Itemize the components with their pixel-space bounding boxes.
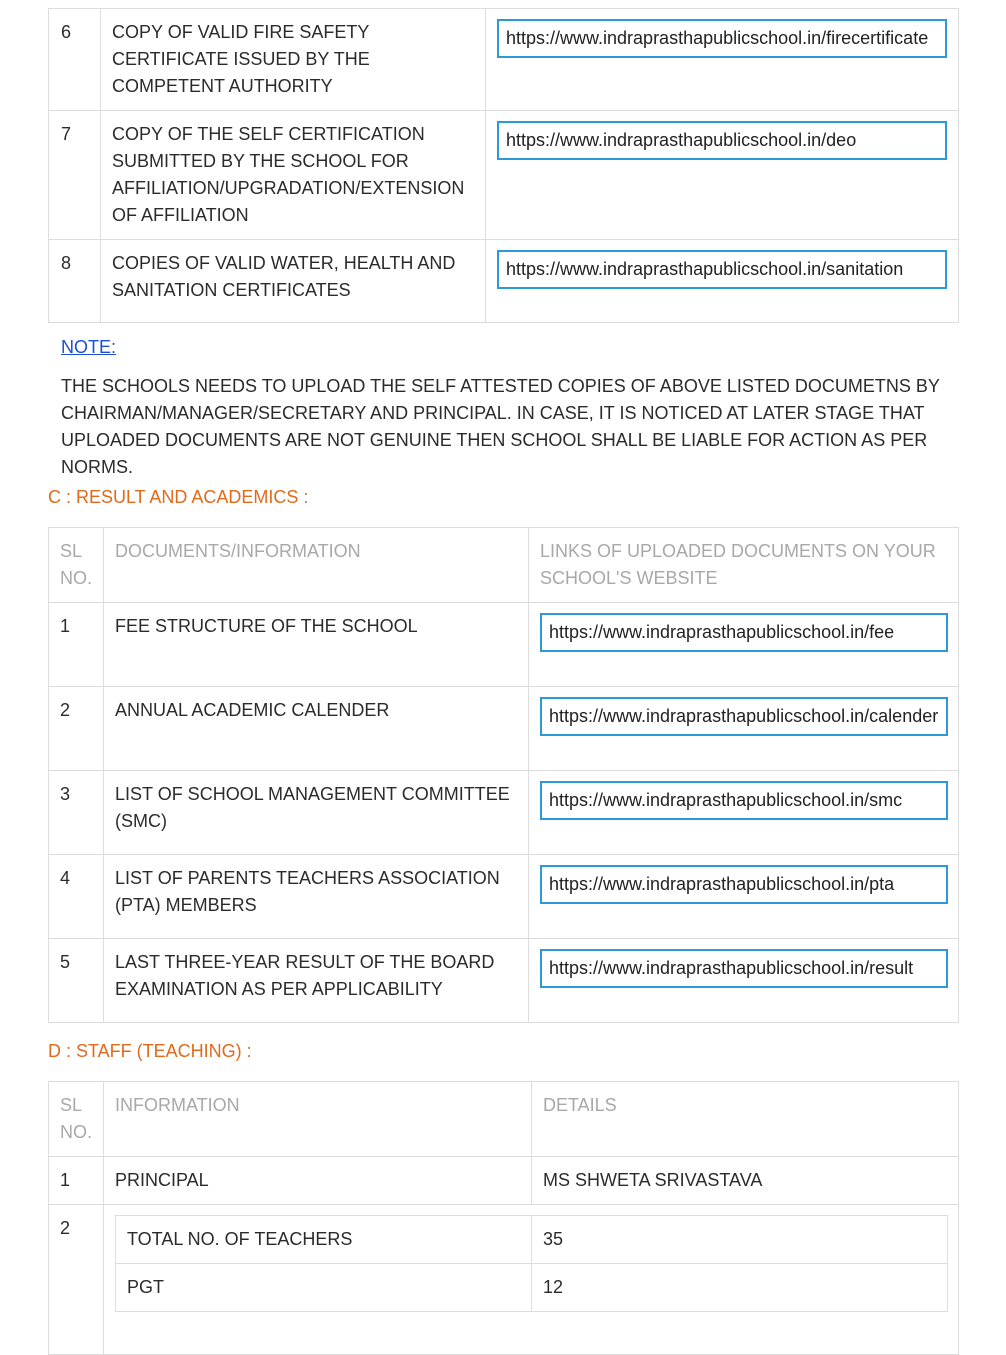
info-label: PGT	[116, 1264, 532, 1312]
document-name: COPY OF VALID FIRE SAFETY CERTIFICATE ISSUED BY THE COMPETENT AUTHORITY	[101, 9, 486, 111]
table-row	[49, 687, 959, 771]
document-name: LIST OF PARENTS TEACHERS ASSOCIATION (PTA) MEMBERS	[104, 855, 529, 939]
section-c-title: C : RESULT AND ACADEMICS :	[48, 487, 309, 507]
note-link[interactable]: NOTE:	[61, 337, 117, 357]
table-row	[49, 9, 959, 111]
note-text: THE SCHOOLS NEEDS TO UPLOAD THE SELF ATTESTED COPIES OF ABOVE LISTED DOCUMETNS BY CHAIRMAN/MANAGER/SECRETARY AND PRINCIPAL. IN CASE, IT IS NOTICED AT LATER STAGE THAT UPLOADED DOCUMENTS ARE NOT GENUINE THEN SCHOOL SHALL BE LIABLE FOR ACTION AS PER NORMS.	[61, 376, 940, 477]
document-link[interactable]: https://www.indraprasthapublicschool.in/firecertificate	[497, 19, 947, 58]
sl-number: 4	[49, 855, 104, 939]
table-row	[49, 1205, 959, 1355]
sl-number: 2	[49, 1205, 104, 1355]
sl-number: 1	[49, 603, 104, 687]
document-link[interactable]: https://www.indraprasthapublicschool.in/pta	[540, 865, 948, 904]
document-name: COPY OF THE SELF CERTIFICATION SUBMITTED BY THE SCHOOL FOR AFFILIATION/UPGRADATION/EXTENSION OF AFFILIATION	[101, 111, 486, 240]
table-row	[49, 111, 959, 240]
table-row	[49, 855, 959, 939]
document-name: LIST OF SCHOOL MANAGEMENT COMMITTEE (SMC)	[104, 771, 529, 855]
info-value: 35	[532, 1216, 948, 1264]
sl-number: 2	[49, 687, 104, 771]
document-link[interactable]: https://www.indraprasthapublicschool.in/smc	[540, 781, 948, 820]
table-row	[49, 1157, 959, 1205]
sl-number: 6	[49, 9, 101, 111]
section-d-title: D : STAFF (TEACHING) :	[48, 1041, 252, 1061]
sl-number: 8	[49, 240, 101, 323]
document-link[interactable]: https://www.indraprasthapublicschool.in/result	[540, 949, 948, 988]
table-row	[116, 1216, 948, 1264]
info-label: TOTAL NO. OF TEACHERS	[116, 1216, 532, 1264]
info-label: PRINCIPAL	[104, 1157, 532, 1205]
column-header-sl: SL NO.	[49, 1082, 104, 1157]
table-header-row	[49, 528, 959, 603]
table-row	[49, 939, 959, 1023]
document-name: LAST THREE-YEAR RESULT OF THE BOARD EXAMINATION AS PER APPLICABILITY	[104, 939, 529, 1023]
info-value: MS SHWETA SRIVASTAVA	[532, 1157, 959, 1205]
document-name: COPIES OF VALID WATER, HEALTH AND SANITATION CERTIFICATES	[101, 240, 486, 323]
documents-table-b	[48, 8, 959, 323]
teachers-subtable	[115, 1215, 948, 1312]
sl-number: 1	[49, 1157, 104, 1205]
table-row	[49, 771, 959, 855]
sl-number: 7	[49, 111, 101, 240]
info-value: 12	[532, 1264, 948, 1312]
documents-table-c	[48, 527, 959, 1023]
column-header-details: DETAILS	[532, 1082, 959, 1157]
table-row	[49, 603, 959, 687]
sl-number: 5	[49, 939, 104, 1023]
document-name: FEE STRUCTURE OF THE SCHOOL	[104, 603, 529, 687]
sl-number: 3	[49, 771, 104, 855]
column-header-sl: SL NO.	[49, 528, 104, 603]
column-header-information: INFORMATION	[104, 1082, 532, 1157]
table-row	[49, 240, 959, 323]
document-link[interactable]: https://www.indraprasthapublicschool.in/fee	[540, 613, 948, 652]
column-header-documents: DOCUMENTS/INFORMATION	[104, 528, 529, 603]
table-header-row	[49, 1082, 959, 1157]
document-name: ANNUAL ACADEMIC CALENDER	[104, 687, 529, 771]
staff-table	[48, 1081, 959, 1355]
table-row	[116, 1264, 948, 1312]
document-link[interactable]: https://www.indraprasthapublicschool.in/sanitation	[497, 250, 947, 289]
column-header-links: LINKS OF UPLOADED DOCUMENTS ON YOUR SCHOOL'S WEBSITE	[529, 528, 959, 603]
document-link[interactable]: https://www.indraprasthapublicschool.in/deo	[497, 121, 947, 160]
document-link[interactable]: https://www.indraprasthapublicschool.in/calender	[540, 697, 948, 736]
